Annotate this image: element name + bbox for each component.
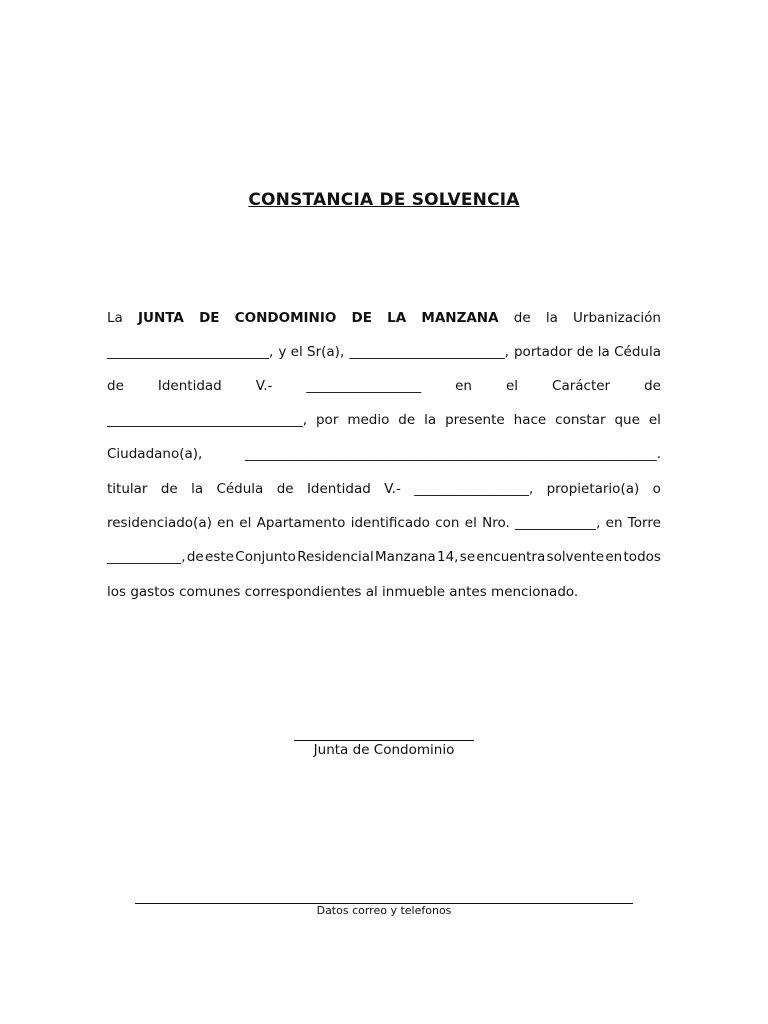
paragraph-word: la [191, 481, 204, 497]
paragraph-word: La [107, 310, 123, 326]
paragraph-word: identificado [350, 515, 430, 531]
paragraph-word: JUNTA [137, 310, 184, 326]
signature-line [294, 740, 474, 741]
paragraph-line [107, 308, 661, 328]
paragraph-word: MANZANA [421, 310, 499, 326]
paragraph-word: de [513, 310, 531, 326]
paragraph-word: _____________________________, [107, 412, 308, 428]
paragraph-word: o [652, 481, 661, 497]
footer-label: Datos correo y telefonos [316, 904, 452, 917]
paragraph-line [107, 444, 661, 464]
paragraph-word: la [424, 412, 437, 428]
paragraph-word: LA [387, 310, 407, 326]
paragraph-word: Manzana [375, 549, 436, 565]
paragraph-word: en [605, 515, 623, 531]
paragraph-word: de [186, 549, 204, 565]
paragraph-word: titular [107, 481, 148, 497]
paragraph-word: _________________, [414, 481, 534, 497]
signature-label: Junta de Condominio [313, 742, 455, 758]
paragraph-word: _______________________, [349, 344, 509, 360]
paragraph-word: ________________________, [107, 344, 274, 360]
paragraph-word: V.- [384, 481, 401, 497]
paragraph-word: Cédula [216, 481, 264, 497]
paragraph-line [107, 342, 661, 362]
paragraph-word: en [217, 515, 235, 531]
paragraph-word: con [435, 515, 460, 531]
paragraph-word: Conjunto [235, 549, 296, 565]
paragraph-word: el [239, 515, 252, 531]
paragraph-word: el [648, 412, 661, 428]
paragraph-word: solvente [546, 549, 605, 565]
paragraph-word: Nro. [482, 515, 510, 531]
paragraph-word: presente [445, 412, 505, 428]
paragraph-word: residenciado(a) [107, 515, 212, 531]
paragraph-word: de [398, 412, 416, 428]
paragraph-word: medio [347, 412, 390, 428]
paragraph-word: de [107, 378, 124, 394]
paragraph-line [107, 376, 661, 396]
paragraph-word: _____________________________________________________________. [244, 446, 661, 462]
paragraph-word: el [505, 378, 519, 394]
paragraph-word: hace [513, 412, 547, 428]
paragraph-line [107, 582, 661, 602]
paragraph-word: ___________, [107, 549, 186, 565]
paragraph-word: 14, [437, 549, 459, 565]
paragraph-word: este [205, 549, 234, 565]
paragraph-word: Apartamento [256, 515, 346, 531]
paragraph-word: Torre [627, 515, 661, 531]
paragraph-word: los gastos comunes correspondientes al inmueble antes mencionado. [107, 584, 579, 600]
paragraph-word: de [276, 481, 294, 497]
paragraph-word: Residencial [297, 549, 374, 565]
paragraph-word: Ciudadano(a), [107, 446, 203, 462]
paragraph-word: en [605, 549, 623, 565]
paragraph-word: constar [555, 412, 606, 428]
paragraph-word: DE [199, 310, 220, 326]
paragraph-line [107, 410, 661, 430]
paragraph-word: Urbanización [573, 310, 661, 326]
paragraph-word: todos [623, 549, 661, 565]
paragraph-word: CONDOMINIO [234, 310, 337, 326]
paragraph-word: la [545, 310, 558, 326]
paragraph-word: Carácter [552, 378, 611, 394]
document-title: CONSTANCIA DE SOLVENCIA [248, 190, 520, 210]
paragraph-word: de [160, 481, 178, 497]
paragraph-word: DE [351, 310, 372, 326]
paragraph-word: _________________ [306, 378, 422, 394]
paragraph-word: Identidad [306, 481, 371, 497]
paragraph-word: se [459, 549, 476, 565]
paragraph-word: en [455, 378, 472, 394]
paragraph-word: que [614, 412, 640, 428]
paragraph-word: por [315, 412, 339, 428]
paragraph-line [107, 547, 661, 567]
paragraph-word: portador de la Cédula [513, 344, 661, 360]
paragraph-line [107, 513, 661, 533]
paragraph-line [107, 479, 661, 499]
paragraph-word: propietario(a) [546, 481, 640, 497]
paragraph-word: V.- [255, 378, 273, 394]
paragraph-word: de [644, 378, 661, 394]
paragraph-word: y el Sr(a), [278, 344, 345, 360]
paragraph-word: el [464, 515, 477, 531]
paragraph-word: encuentra [476, 549, 546, 565]
paragraph-word: ____________, [515, 515, 601, 531]
paragraph-word: Identidad [157, 378, 222, 394]
